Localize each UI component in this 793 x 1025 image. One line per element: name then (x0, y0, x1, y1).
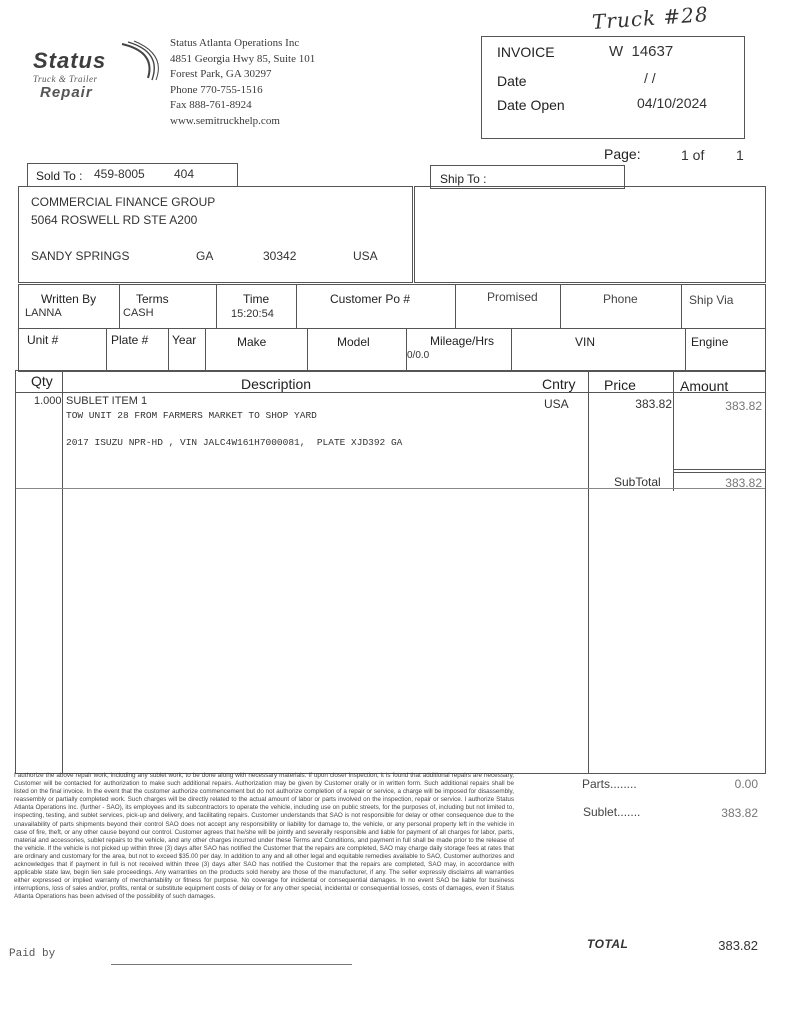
subtotal-value: 383.82 (725, 476, 762, 490)
description-header: Description (241, 376, 312, 392)
terms-and-conditions: I authorize the above repair work, including any sublet work, to be done along with necessary materials. If upon closer inspection, it is found that additional repairs are necessary, Customer will be contacted for authorization to make such additional repairs. Authorization may be given by Customer orally or in written form. Such additional repairs shall be listed on the final invoice. In the event that the customer authorize commencement but do not authorize completion of a repair or service, a charge will be imposed for disassembly, reassembly or partially completed work. Such charges will be directly related to the actual amount of labor or parts involved on the inspection, repair or service. I authorize Status Atlanta Operations Inc. (further - SAO), its employees and its subcontractors to operate the vehicle, including use on public streets, for the purposes of, including but not limited to, inspecting, testing, and sublet services, pick-up and delivery, and facilitating repairs. Customer understands that SAO is not responsible for delay or other consequence due to the unavailability of parts shipments beyond their control SAO does not accept any responsibility or liability for damage to, the vehicle, or any personal property left in the vehicle in case of fire, theft, or any other cause beyond our control. Customer agrees that he/she will be jointly and severally responsible and liable for payment of all charges for labor, parts, material and accessories, sublet repairs to the vehicle, and any other charges incurred under these Terms and Conditions, and payment in full shall be made prior to the release of the vehicle. If the vehicle is not picked up within three (3) days after SAO has notified the Customer that the repairs are completed, SAO may charge daily storage fees at rates that are ordinary and customary for the area, but not to exceed $35.00 per day. In addition to any and all other legal and equitable remedies available to SAO, Customer authorizes and acknowledges that if payment in full is not received within three (3) days after SAO has notified the Customer that the repairs are completed, SAO may, in accordance with applicable state law, begin lien sale proceedings. Any warranties on the products sold hereby are those of the manufacturer, if any. The seller expressly disclaims all warranties either expressed or implied warranty of merchantability or fitness for purpose. No coverage for incidental or consequential damages. In no event SAO be liable for business interruptions, loss of sales and/or, profits, rental or substitute equipment costs of delay or for any other special, incidental or consequential losses, costs of damages, even if Status Atlanta Operations has been advised of the possibility of such damages. (14, 772, 514, 901)
row-title: SUBLET ITEM 1 (66, 395, 148, 407)
company-logo (30, 38, 165, 100)
written-by-value: LANNA (25, 307, 62, 319)
signature-line[interactable] (111, 964, 352, 965)
company-name: Status Atlanta Operations Inc (170, 37, 300, 49)
company-phone: Phone 770-755-1516 (170, 83, 263, 96)
invoice-box (481, 36, 745, 139)
written-by-label: Written By (41, 292, 97, 306)
engine-label: Engine (691, 335, 729, 349)
logo-text-repair: Repair (40, 84, 93, 101)
page-label: Page: (604, 146, 641, 162)
company-website: www.semitruckhelp.com (170, 114, 280, 127)
sold-to-header (27, 163, 238, 187)
date-open-label: Date Open (497, 97, 565, 113)
date-open-value: 04/10/2024 (637, 95, 708, 111)
unit-label: Unit # (27, 333, 59, 347)
parts-label: Parts........ (582, 777, 637, 791)
terms-value: CASH (123, 307, 154, 319)
customer-country: USA (353, 249, 378, 263)
page-total: 1 (736, 147, 744, 163)
make-label: Make (237, 335, 267, 349)
customer-name: COMMERCIAL FINANCE GROUP (31, 195, 216, 209)
total-label: TOTAL (587, 937, 629, 951)
model-label: Model (337, 335, 370, 349)
row-amount: 383.82 (725, 399, 762, 413)
qty-header: Qty (31, 373, 53, 389)
row-country: USA (544, 397, 569, 411)
year-label: Year (172, 333, 197, 347)
logo-text-status: Status (33, 48, 107, 73)
ship-via-label: Ship Via (689, 293, 734, 307)
subtotal-label: SubTotal (614, 475, 661, 489)
order-info-grid (18, 284, 766, 372)
promised-label: Promised (487, 290, 538, 304)
company-fax: Fax 888-761-8924 (170, 99, 252, 112)
invoice-number: W 14637 (609, 43, 674, 60)
ship-to-box (414, 186, 766, 283)
mileage-label: Mileage/Hrs (430, 334, 495, 348)
line-items-table (15, 370, 766, 774)
customer-zip: 30342 (263, 249, 297, 263)
company-info (170, 36, 315, 130)
sublet-value: 383.82 (721, 806, 758, 820)
mileage-value: 0/0.0 (407, 350, 430, 361)
customer-city: SANDY SPRINGS (31, 249, 130, 263)
row-detail-1: TOW UNIT 28 FROM FARMERS MARKET TO SHOP YARD (66, 410, 317, 421)
sold-to-box (18, 186, 413, 283)
customer-state: GA (196, 249, 214, 263)
parts-value: 0.00 (734, 777, 758, 791)
country-header: Cntry (542, 376, 576, 392)
phone-label: Phone (603, 292, 638, 306)
total-value: 383.82 (718, 938, 758, 953)
sold-to-account: 459-8005 (94, 167, 145, 181)
company-address2: Forest Park, GA 30297 (170, 68, 272, 81)
page-current: 1 of (681, 147, 705, 163)
customer-address: 5064 ROSWELL RD STE A200 (31, 213, 198, 227)
sold-to-label: Sold To : (36, 169, 83, 183)
company-address1: 4851 Georgia Hwy 85, Suite 101 (170, 52, 316, 65)
row-qty: 1.000 (34, 395, 62, 407)
date-label: Date (497, 73, 527, 89)
row-price: 383.82 (635, 397, 672, 411)
row-detail-2: 2017 ISUZU NPR-HD , VIN JALC4W161H7000081, PLATE XJD392 GA (66, 437, 403, 448)
price-header: Price (604, 377, 636, 393)
logo-text-subtitle: Truck & Trailer (33, 74, 98, 84)
invoice-label: INVOICE (497, 44, 555, 60)
ship-to-label: Ship To : (440, 172, 487, 186)
plate-label: Plate # (111, 333, 149, 347)
customer-po-label: Customer Po # (330, 292, 411, 306)
vin-label: VIN (575, 335, 596, 349)
paid-by-label: Paid by (9, 948, 56, 960)
time-label: Time (243, 292, 270, 306)
terms-label: Terms (136, 292, 169, 306)
sold-to-code: 404 (174, 167, 195, 181)
date-value: / / (644, 70, 656, 86)
sublet-label: Sublet....... (583, 805, 641, 819)
time-value: 15:20:54 (231, 308, 274, 320)
amount-header: Amount (680, 378, 729, 394)
handwritten-note: Truck #28 (591, 1, 710, 35)
